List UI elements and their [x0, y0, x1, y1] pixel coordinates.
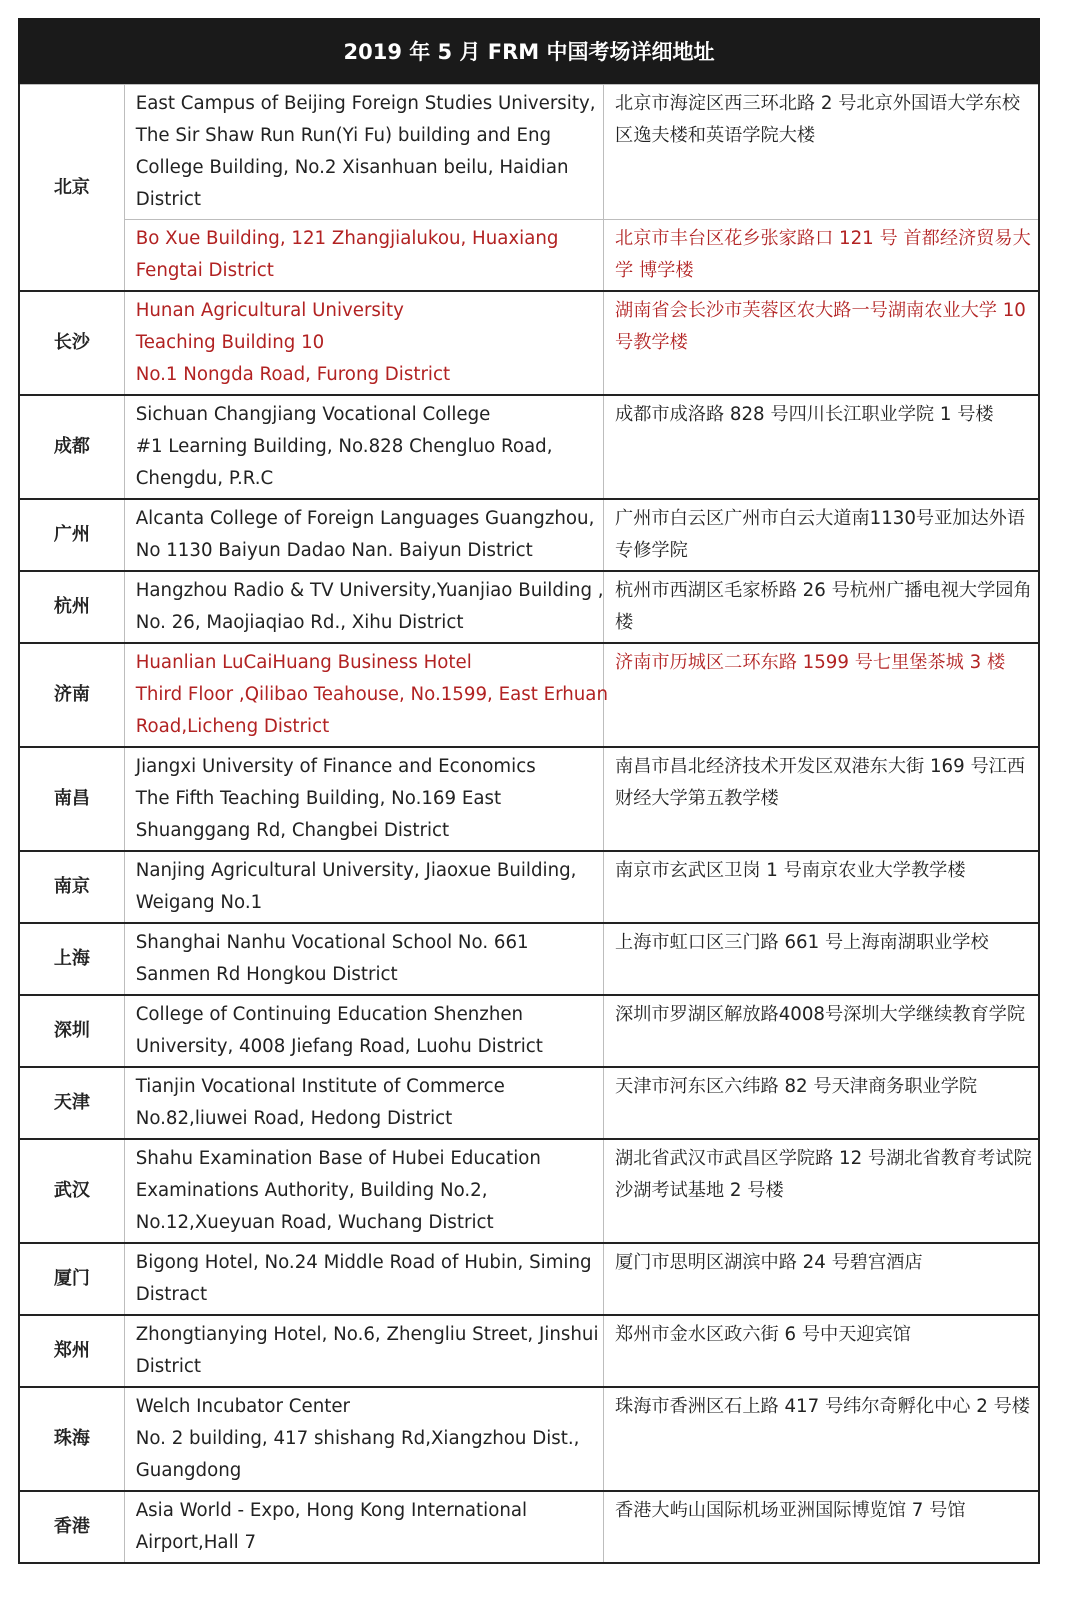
venue-row: [19, 1067, 1039, 1139]
address-line: Alcanta College of Foreign Languages Guangzhou,: [135, 508, 595, 529]
address-english-cell: [124, 1315, 603, 1387]
address-english-cell: [124, 85, 603, 220]
address-line: Guangdong: [135, 1460, 242, 1481]
address-english-cell: [124, 571, 603, 643]
exam-venue-sheet: [18, 18, 1040, 1564]
venue-row: [19, 85, 1039, 220]
address-line: 成都市成洛路 828 号四川长江职业学院 1 号楼: [615, 404, 994, 425]
address-line: 香港大屿山国际机场亚洲国际博览馆 7 号馆: [615, 1500, 966, 1521]
address-line: 区逸夫楼和英语学院大楼: [615, 125, 816, 146]
address-line: No 1130 Baiyun Dadao Nan. Baiyun District: [135, 540, 533, 561]
address-english-cell: [124, 220, 603, 292]
address-line: College Building, No.2 Xisanhuan beilu, Haidian: [135, 157, 569, 178]
city-cell: 武汉: [19, 1139, 124, 1243]
address-line: 湖北省武汉市武昌区学院路 12 号湖北省教育考试院: [615, 1148, 1032, 1169]
address-english-cell: [124, 1243, 603, 1315]
venue-row: [19, 851, 1039, 923]
address-line: 杭州市西湖区毛家桥路 26 号杭州广播电视大学园角: [615, 580, 1032, 601]
venue-row: [19, 923, 1039, 995]
address-line: Welch Incubator Center: [135, 1396, 351, 1417]
address-english-cell: [124, 291, 603, 395]
address-english-cell: [124, 1491, 603, 1563]
address-line: The Fifth Teaching Building, No.169 East: [135, 788, 502, 809]
address-line: 南昌市昌北经济技术开发区双港东大街 169 号江西: [615, 756, 1026, 777]
address-chinese-cell: [604, 571, 1040, 643]
address-english-cell: [124, 1387, 603, 1491]
address-chinese-cell: [604, 747, 1040, 851]
address-line: 沙湖考试基地 2 号楼: [615, 1180, 784, 1201]
address-chinese-cell: [604, 1315, 1040, 1387]
address-line: The Sir Shaw Run Run(Yi Fu) building and Eng: [135, 125, 552, 146]
address-chinese-cell: [604, 1067, 1040, 1139]
address-line: Airport,Hall 7: [135, 1532, 257, 1553]
address-line: 湖南省会长沙市芙蓉区农大路一号湖南农业大学 10: [615, 300, 1026, 321]
address-line: No. 2 building, 417 shishang Rd,Xiangzhou Dist.,: [135, 1428, 580, 1449]
address-english-cell: [124, 1067, 603, 1139]
address-chinese-cell: [604, 923, 1040, 995]
address-line: Examinations Authority, Building No.2,: [135, 1180, 488, 1201]
address-line: Teaching Building 10: [135, 332, 325, 353]
address-english-cell: [124, 1139, 603, 1243]
address-line: Bigong Hotel, No.24 Middle Road of Hubin, Siming: [135, 1252, 592, 1273]
address-line: District: [135, 189, 202, 210]
address-chinese-cell: [604, 85, 1040, 220]
address-line: No.12,Xueyuan Road, Wuchang District: [135, 1212, 494, 1233]
venue-row: [19, 1491, 1039, 1563]
address-line: 天津市河东区六纬路 82 号天津商务职业学院: [615, 1076, 978, 1097]
city-cell: 南京: [19, 851, 124, 923]
address-line: #1 Learning Building, No.828 Chengluo Road,: [135, 436, 553, 457]
address-chinese-cell: [604, 220, 1040, 292]
address-line: Hunan Agricultural University: [135, 300, 404, 321]
city-cell: 珠海: [19, 1387, 124, 1491]
venue-table: [18, 84, 1040, 1564]
city-cell: 长沙: [19, 291, 124, 395]
address-line: 南京市玄武区卫岗 1 号南京农业大学教学楼: [615, 860, 966, 881]
address-line: No. 26, Maojiaqiao Rd., Xihu District: [135, 612, 464, 633]
address-line: Weigang No.1: [135, 892, 263, 913]
address-line: 深圳市罗湖区解放路4008号深圳大学继续教育学院: [615, 1004, 1026, 1025]
city-cell: 厦门: [19, 1243, 124, 1315]
city-cell: 南昌: [19, 747, 124, 851]
address-line: College of Continuing Education Shenzhen: [135, 1004, 524, 1025]
table-title: 2019 年 5 月 FRM 中国考场详细地址: [18, 18, 1040, 84]
address-english-cell: [124, 499, 603, 571]
city-cell: 杭州: [19, 571, 124, 643]
address-line: Huanlian LuCaiHuang Business Hotel: [135, 652, 472, 673]
address-line: 广州市白云区广州市白云大道南1130号亚加达外语: [615, 508, 1026, 529]
city-cell: 北京: [19, 85, 124, 292]
address-line: 专修学院: [615, 540, 688, 561]
city-cell: 深圳: [19, 995, 124, 1067]
address-line: 楼: [615, 612, 634, 633]
address-line: No.1 Nongda Road, Furong District: [135, 364, 451, 385]
venue-row: [19, 395, 1039, 499]
address-line: Fengtai District: [135, 260, 274, 281]
address-line: District: [135, 1356, 202, 1377]
address-line: 郑州市金水区政六街 6 号中天迎宾馆: [615, 1324, 911, 1345]
address-chinese-cell: [604, 1243, 1040, 1315]
venue-row: [19, 1315, 1039, 1387]
address-line: Asia World - Expo, Hong Kong International: [135, 1500, 528, 1521]
address-english-cell: [124, 747, 603, 851]
address-line: Shanghai Nanhu Vocational School No. 661: [135, 932, 529, 953]
address-line: Chengdu, P.R.C: [135, 468, 274, 489]
address-chinese-cell: [604, 851, 1040, 923]
address-english-cell: [124, 923, 603, 995]
address-chinese-cell: [604, 643, 1040, 747]
address-line: Zhongtianying Hotel, No.6, Zhengliu Street, Jinshui: [135, 1324, 599, 1345]
address-line: Bo Xue Building, 121 Zhangjialukou, Huaxiang: [135, 228, 559, 249]
venue-table-body: [19, 85, 1039, 1564]
venue-row: [19, 1139, 1039, 1243]
address-line: Nanjing Agricultural University, Jiaoxue Building,: [135, 860, 577, 881]
address-chinese-cell: [604, 1491, 1040, 1563]
address-line: Sichuan Changjiang Vocational College: [135, 404, 491, 425]
city-cell: 成都: [19, 395, 124, 499]
address-chinese-cell: [604, 291, 1040, 395]
address-chinese-cell: [604, 1139, 1040, 1243]
address-chinese-cell: [604, 499, 1040, 571]
city-cell: 上海: [19, 923, 124, 995]
address-line: Hangzhou Radio & TV University,Yuanjiao Building ,: [135, 580, 604, 601]
address-english-cell: [124, 995, 603, 1067]
city-cell: 天津: [19, 1067, 124, 1139]
venue-row: [19, 643, 1039, 747]
address-chinese-cell: [604, 1387, 1040, 1491]
venue-row: [19, 1387, 1039, 1491]
address-line: 济南市历城区二环东路 1599 号七里堡茶城 3 楼: [615, 652, 1006, 673]
address-line: 北京市海淀区西三环北路 2 号北京外国语大学东校: [615, 93, 1021, 114]
address-line: 北京市丰台区花乡张家路口 121 号 首都经济贸易大: [615, 228, 1031, 249]
address-chinese-cell: [604, 395, 1040, 499]
address-line: No.82,liuwei Road, Hedong District: [135, 1108, 453, 1129]
venue-row: [19, 1243, 1039, 1315]
address-english-cell: [124, 851, 603, 923]
address-line: 号教学楼: [615, 332, 688, 353]
address-line: Shuanggang Rd, Changbei District: [135, 820, 450, 841]
venue-row: [19, 499, 1039, 571]
address-line: Shahu Examination Base of Hubei Education: [135, 1148, 541, 1169]
city-cell: 广州: [19, 499, 124, 571]
address-line: 财经大学第五教学楼: [615, 788, 779, 809]
venue-row: [19, 291, 1039, 395]
address-line: 珠海市香洲区石上路 417 号纬尔奇孵化中心 2 号楼: [615, 1396, 1030, 1417]
address-line: Sanmen Rd Hongkou District: [135, 964, 398, 985]
venue-row: [19, 747, 1039, 851]
venue-row: [19, 220, 1039, 292]
address-line: Tianjin Vocational Institute of Commerce: [135, 1076, 505, 1097]
address-line: Road,Licheng District: [135, 716, 330, 737]
venue-row: [19, 995, 1039, 1067]
address-line: 上海市虹口区三门路 661 号上海南湖职业学校: [615, 932, 989, 953]
venue-row: [19, 571, 1039, 643]
address-english-cell: [124, 643, 608, 747]
city-cell: 郑州: [19, 1315, 124, 1387]
address-line: 学 博学楼: [615, 260, 694, 281]
address-line: University, 4008 Jiefang Road, Luohu District: [135, 1036, 543, 1057]
address-line: Jiangxi University of Finance and Economics: [135, 756, 536, 777]
address-line: Third Floor ,Qilibao Teahouse, No.1599, East Erhuan: [135, 684, 608, 705]
address-line: Distract: [135, 1284, 208, 1305]
city-cell: 香港: [19, 1491, 124, 1563]
address-line: 厦门市思明区湖滨中路 24 号碧宫酒店: [615, 1252, 923, 1273]
address-line: East Campus of Beijing Foreign Studies University,: [135, 93, 596, 114]
city-cell: 济南: [19, 643, 124, 747]
address-english-cell: [124, 395, 603, 499]
address-chinese-cell: [604, 995, 1040, 1067]
